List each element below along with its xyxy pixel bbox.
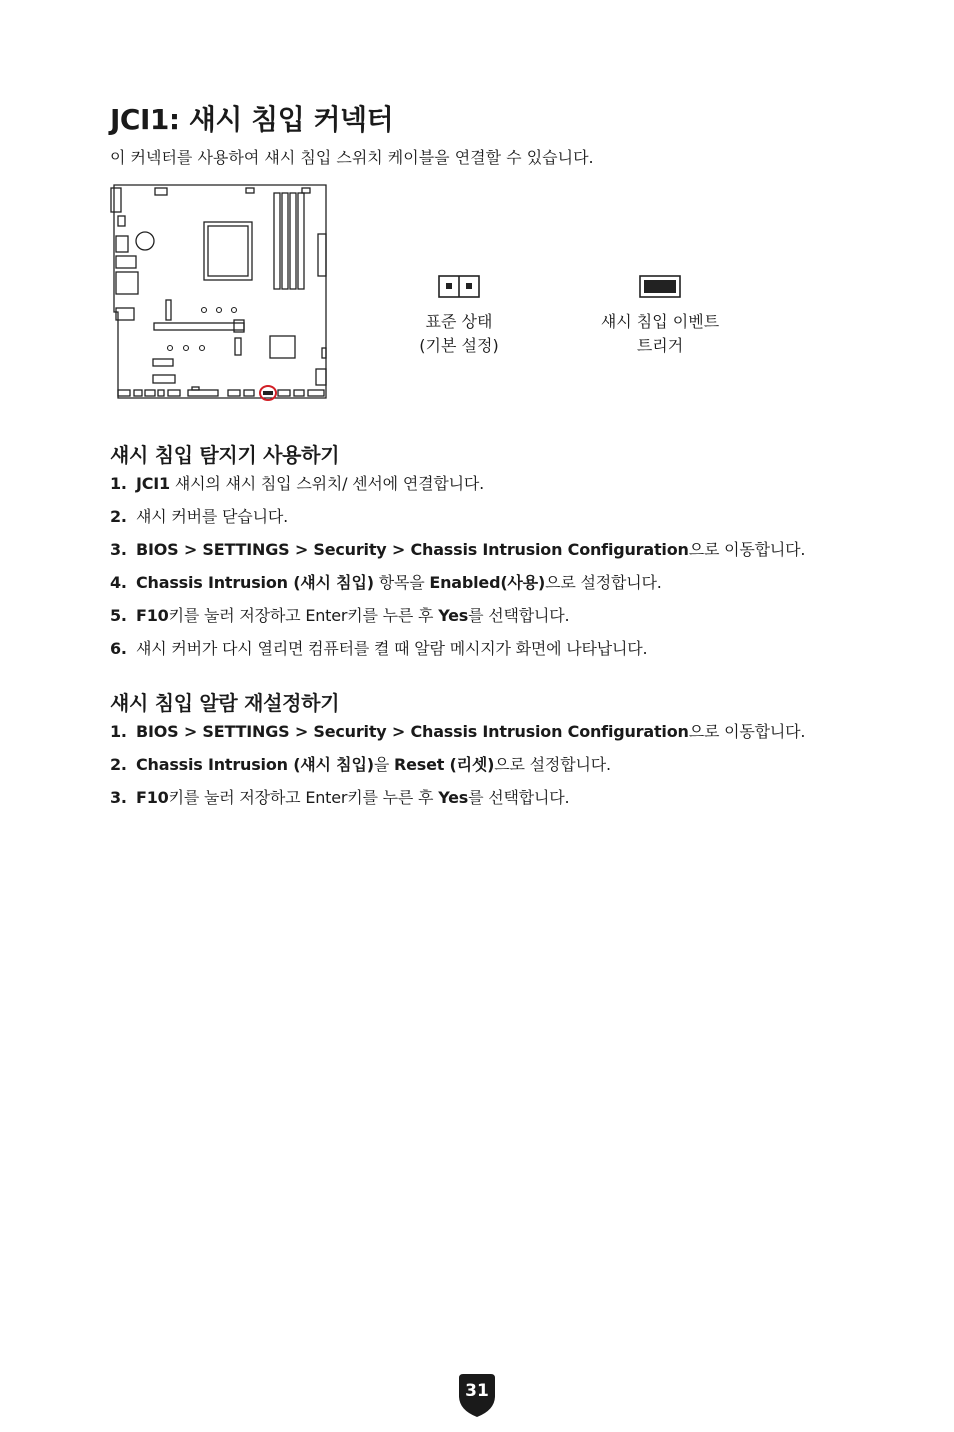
list-item: 3. F10키를 눌러 저장하고 Enter키를 누른 후 Yes를 선택합니다.: [110, 788, 570, 807]
intro-text: 이 커넥터를 사용하여 섀시 침입 스위치 케이블을 연결할 수 있습니다.: [110, 148, 594, 167]
page-title: JCI1: 섀시 침입 커넥터: [110, 103, 394, 136]
section1-heading: 섀시 침입 탐지기 사용하기: [110, 443, 340, 467]
list-item: 2. 섀시 커버를 닫습니다.: [110, 507, 288, 526]
motherboard-diagram: [108, 182, 332, 402]
list-item: 1. BIOS > SETTINGS > Security > Chassis Intrusion Configuration으로 이동합니다.: [110, 722, 806, 741]
section2-heading: 섀시 침입 알람 재설정하기: [110, 691, 340, 715]
list-item: 6. 섀시 커버가 다시 열리면 컴퓨터를 켤 때 알람 메시지가 화면에 나타납니다.: [110, 639, 648, 658]
list-item: 1. JCI1 섀시의 섀시 침입 스위치/ 센서에 연결합니다.: [110, 474, 484, 493]
page-number: 31: [465, 1381, 489, 1401]
list-item: 3. BIOS > SETTINGS > Security > Chassis Intrusion Configuration으로 이동합니다.: [110, 540, 806, 559]
section2-steps: [110, 720, 805, 819]
list-item: 5. F10키를 눌러 저장하고 Enter키를 누른 후 Yes를 선택합니다.: [110, 606, 570, 625]
connector-normal-label: 표준 상태 (기본 설정): [419, 312, 499, 355]
connector-trigger-icon: [639, 275, 681, 298]
section1-steps: [110, 472, 805, 670]
list-item: 4. Chassis Intrusion (섀시 침입) 항목을 Enabled(사용)으로 설정합니다.: [110, 573, 662, 592]
connector-trigger-label: 섀시 침입 이벤트 트리거: [600, 312, 720, 355]
list-item: 2. Chassis Intrusion (섀시 침입)을 Reset (리셋)으로 설정합니다.: [110, 755, 611, 774]
connector-normal-icon: [438, 275, 480, 298]
